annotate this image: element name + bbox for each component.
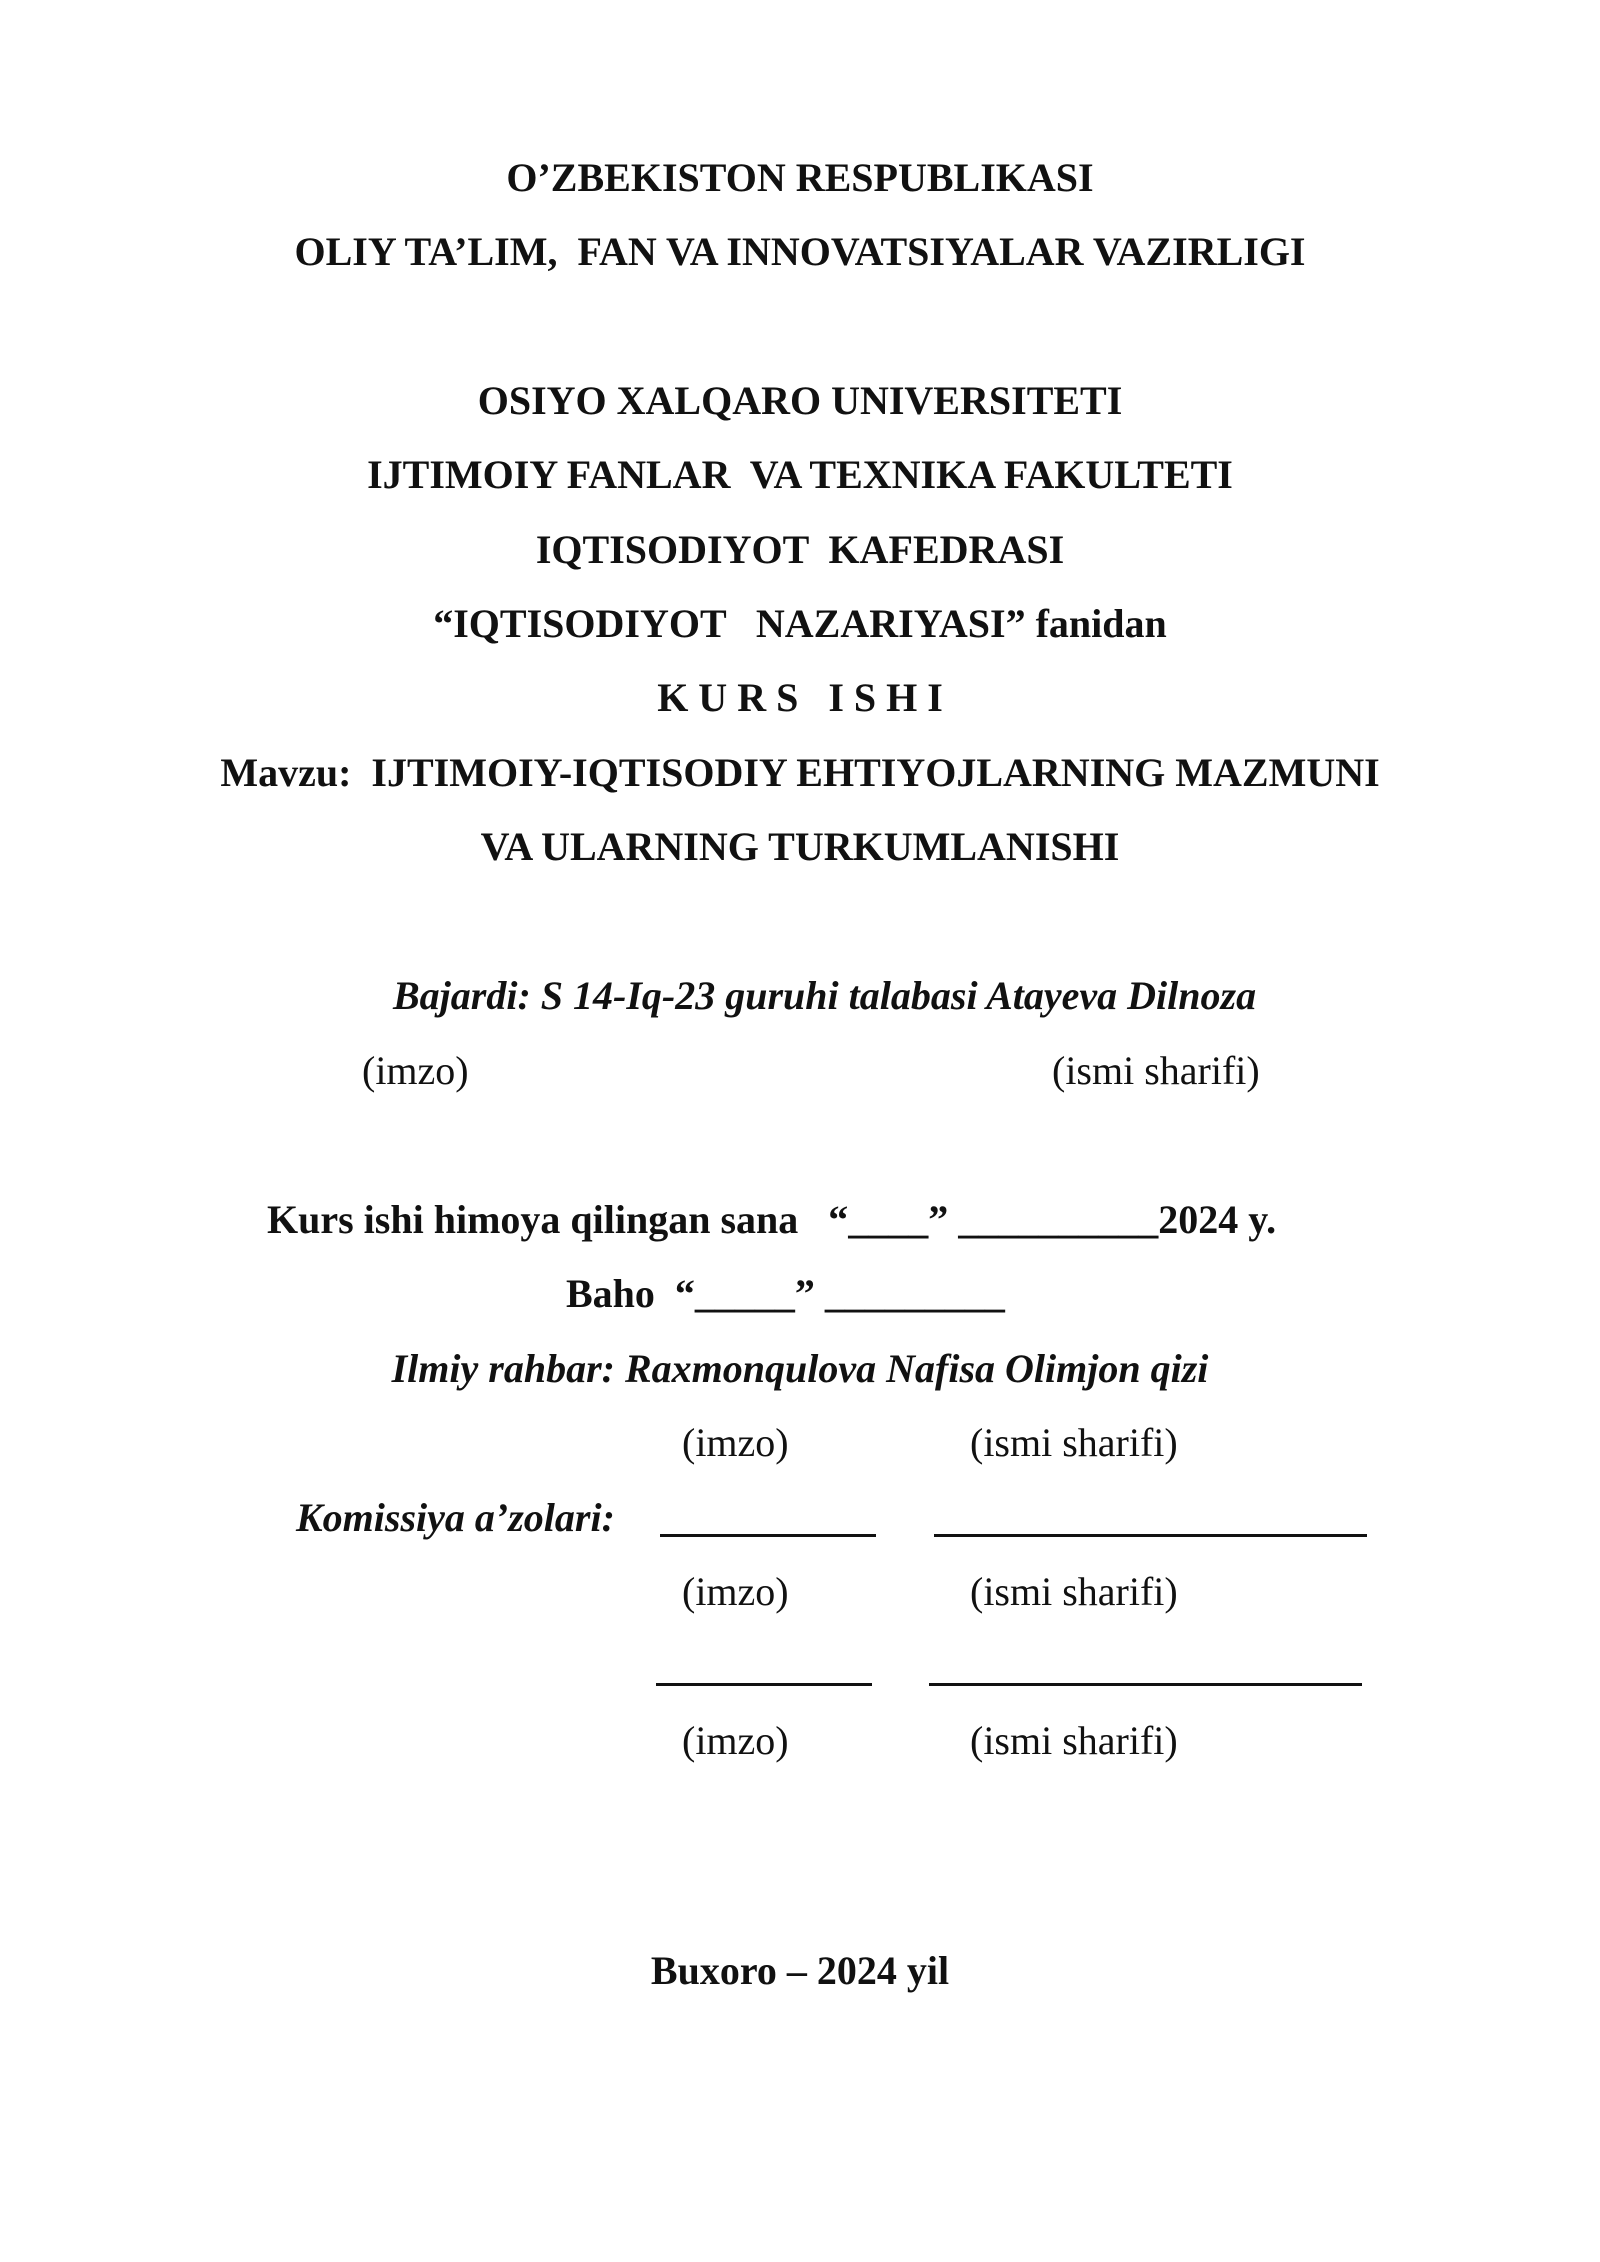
defense-date-line: Kurs ishi himoya qilingan sana “____” __________2024 y. [267, 1197, 1277, 1242]
department-name: IQTISODIYOT KAFEDRASI [535, 527, 1065, 572]
supervisor-signature-caption: (imzo) [682, 1420, 789, 1465]
topic-line-1: Mavzu: IJTIMOIY-IQTISODIY EHTIYOJLARNING MAZMUNI [220, 750, 1380, 795]
republic-heading: O’ZBEKISTON RESPUBLIKASI [506, 155, 1094, 200]
commission-member-2-signature-caption: (imzo) [682, 1718, 789, 1763]
author-line: Bajardi: S 14-Iq-23 guruhi talabasi Atayeva Dilnoza [393, 973, 1257, 1018]
commission-member-2-signature-blank [656, 1683, 872, 1686]
commission-member-1-name-caption: (ismi sharifi) [970, 1569, 1178, 1614]
commission-member-2-name-caption: (ismi sharifi) [970, 1718, 1178, 1763]
ministry-heading: OLIY TA’LIM, FAN VA INNOVATSIYALAR VAZIRLIGI [294, 229, 1306, 274]
commission-member-1-signature-blank [660, 1534, 876, 1537]
faculty-name: IJTIMOIY FANLAR VA TEXNIKA FAKULTETI [367, 452, 1233, 497]
place-year: Buxoro – 2024 yil [650, 1948, 950, 1993]
commission-member-1-signature-caption: (imzo) [682, 1569, 789, 1614]
topic-line-2: VA ULARNING TURKUMLANISHI [480, 824, 1120, 869]
author-signature-caption: (imzo) [362, 1048, 469, 1093]
author-name-caption: (ismi sharifi) [1052, 1048, 1260, 1093]
commission-member-1-name-blank [934, 1534, 1367, 1537]
university-name: OSIYO XALQARO UNIVERSITETI [477, 378, 1123, 423]
grade-line: Baho “_____” _________ [566, 1271, 1005, 1316]
commission-label: Komissiya a’zolari: [296, 1495, 615, 1540]
commission-member-2-name-blank [929, 1683, 1362, 1686]
subject-name: “IQTISODIYOT NAZARIYASI” fanidan [433, 601, 1167, 646]
supervisor-name-caption: (ismi sharifi) [970, 1420, 1178, 1465]
work-type-title: K U R S I S H I [657, 675, 943, 720]
supervisor-line: Ilmiy rahbar: Raxmonqulova Nafisa Olimjon qizi [391, 1346, 1209, 1391]
